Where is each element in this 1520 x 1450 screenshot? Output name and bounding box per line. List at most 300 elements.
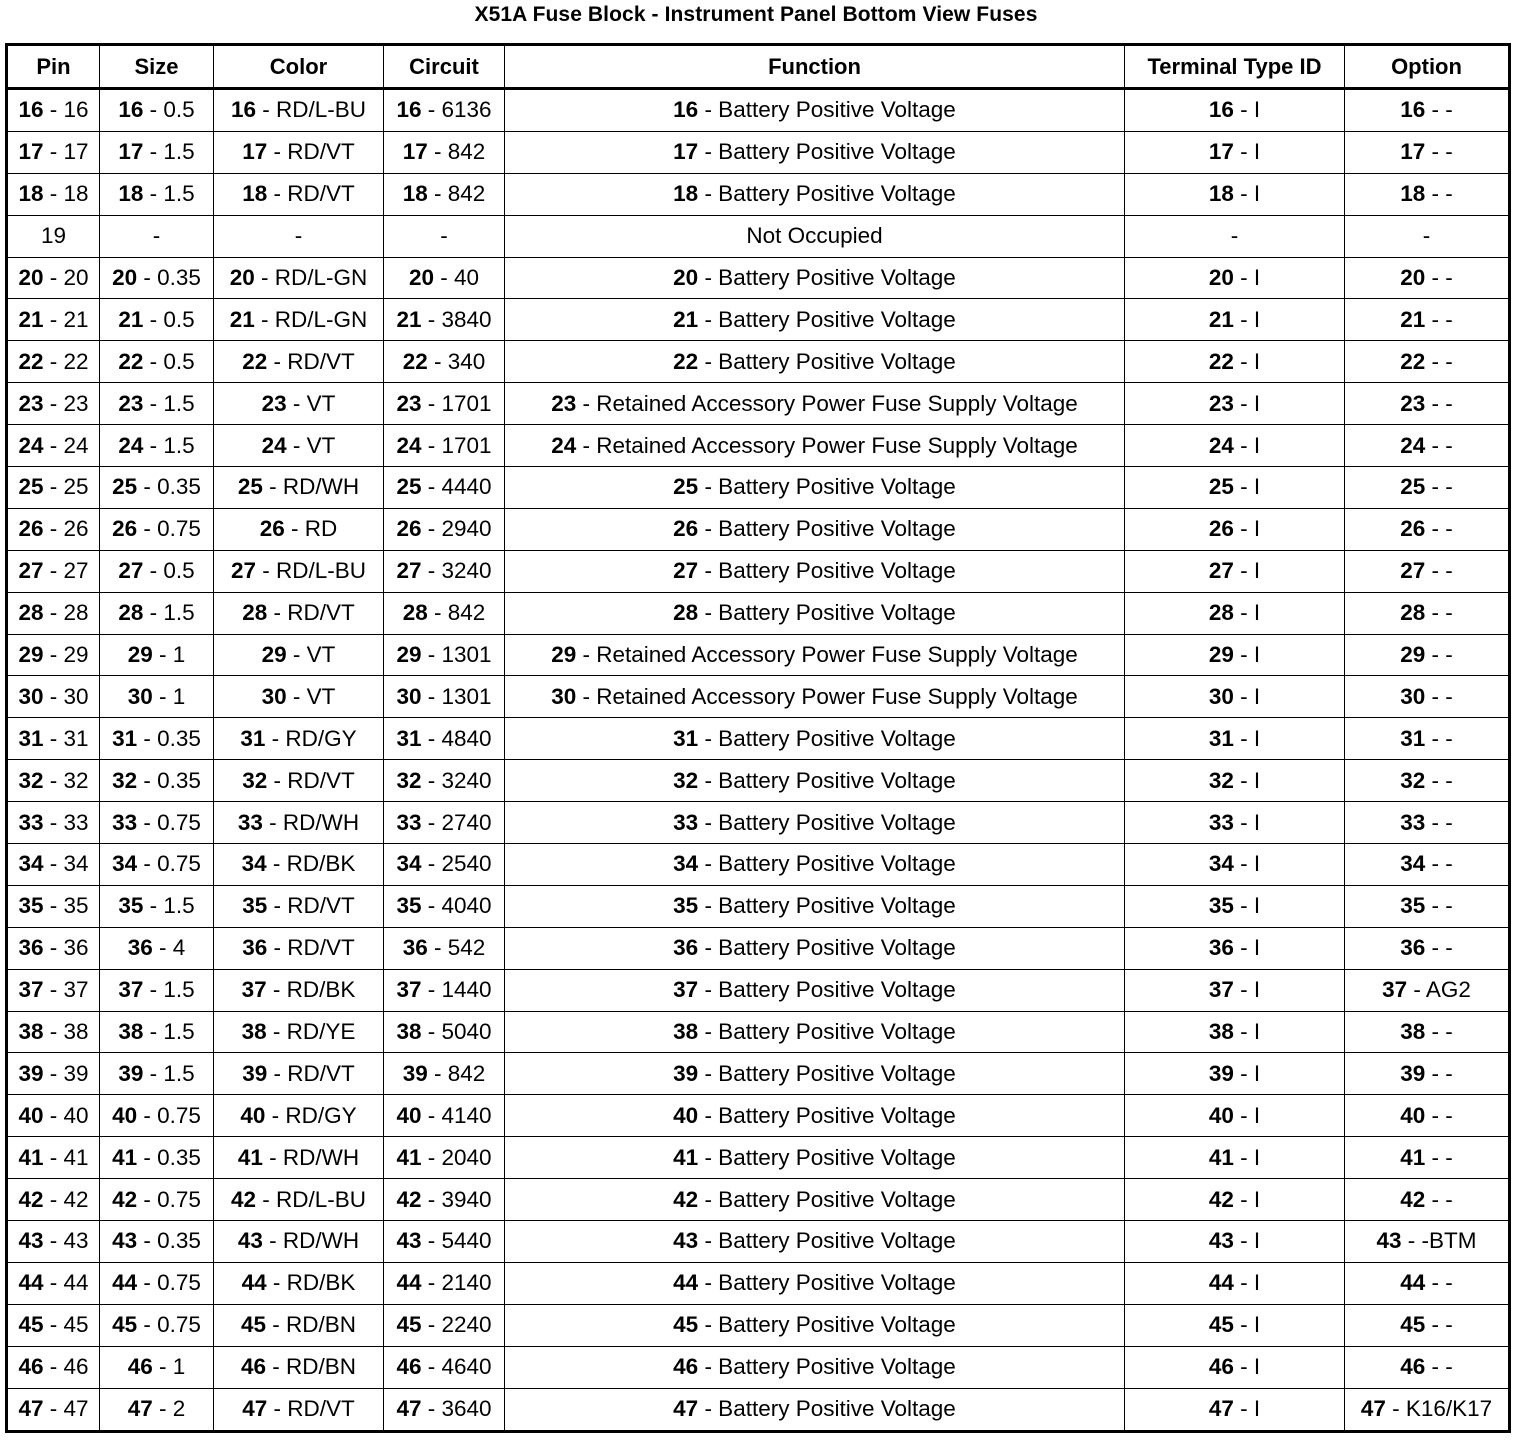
- cell-pin-prefix: 40: [240, 1102, 266, 1128]
- cell-circuit: [384, 131, 505, 173]
- cell-pin: [7, 1053, 100, 1095]
- cell-value: - 33: [43, 809, 89, 835]
- cell-pin-prefix: 23: [261, 390, 287, 416]
- cell-function: [505, 1304, 1125, 1346]
- cell-function: [505, 802, 1125, 844]
- cell-value: - 20: [43, 265, 89, 290]
- cell-value: - 0.35: [137, 474, 201, 500]
- cell-color: [214, 299, 384, 341]
- cell-color: [214, 1262, 384, 1304]
- cell-pin-prefix: 39: [673, 1060, 699, 1086]
- cell-value: - I: [1233, 893, 1261, 919]
- cell-function: [505, 1346, 1125, 1388]
- cell-value: - 0.75: [137, 809, 201, 835]
- cell-option: [1345, 257, 1510, 299]
- cell-value: - 40: [43, 1102, 89, 1128]
- table-row: [7, 341, 1510, 383]
- cell-value: - I: [1233, 181, 1261, 207]
- table-row: [7, 383, 1510, 425]
- cell-value: - RD/L-BU: [256, 558, 367, 584]
- cell-pin-prefix: 27: [1208, 558, 1234, 584]
- cell-value: - -: [1425, 1144, 1453, 1170]
- cell-pin-prefix: 35: [242, 893, 268, 919]
- cell-color: [214, 760, 384, 802]
- cell-pin-prefix: 47: [18, 1396, 44, 1422]
- cell-value: - 1.5: [143, 1019, 195, 1045]
- cell-value: - -: [1425, 642, 1453, 668]
- cell-value: - 18: [43, 181, 89, 207]
- cell-value: - Battery Positive Voltage: [698, 474, 956, 500]
- cell-pin-prefix: 45: [673, 1312, 699, 1338]
- cell-pin: [7, 844, 100, 886]
- cell-value: - 47: [43, 1396, 89, 1422]
- cell-pin-prefix: 17: [1208, 139, 1234, 165]
- cell-pin-prefix: 17: [402, 139, 428, 165]
- cell-value: - 16: [43, 97, 89, 123]
- cell-value: - 27: [43, 558, 89, 584]
- table-row: [7, 844, 1510, 886]
- cell-pin-prefix: 29: [18, 642, 44, 668]
- cell-color: [214, 257, 384, 299]
- cell-pin-prefix: 24: [118, 432, 144, 458]
- cell-function: [505, 718, 1125, 760]
- cell-pin-prefix: 24: [18, 432, 44, 458]
- cell-value: - 34: [43, 851, 89, 877]
- cell-pin-prefix: 21: [673, 306, 699, 332]
- cell-pin-prefix: 44: [112, 1270, 138, 1296]
- cell-terminal-type-id: [1125, 383, 1345, 425]
- cell-option: [1345, 844, 1510, 886]
- cell-color: [214, 173, 384, 215]
- cell-pin-prefix: 38: [1400, 1019, 1426, 1045]
- cell-value: - Battery Positive Voltage: [698, 516, 956, 542]
- cell-value: - -: [1425, 1354, 1453, 1380]
- cell-pin-prefix: 25: [1400, 474, 1426, 500]
- cell-pin: [7, 425, 100, 467]
- cell-option: [1345, 1011, 1510, 1053]
- cell-color: [214, 1053, 384, 1095]
- cell-value: - 25: [43, 474, 89, 500]
- table-row: [7, 257, 1510, 299]
- cell-value: - I: [1233, 390, 1261, 416]
- cell-value: - I: [1233, 1228, 1261, 1254]
- cell-pin-prefix: 27: [673, 558, 699, 584]
- cell-value: - 3240: [421, 767, 492, 793]
- cell-pin-prefix: 33: [112, 809, 138, 835]
- cell-pin: [7, 508, 100, 550]
- cell-pin-prefix: 21: [229, 306, 255, 332]
- cell-pin-prefix: 39: [1208, 1060, 1234, 1086]
- cell-pin: [7, 1011, 100, 1053]
- cell-pin-prefix: 38: [673, 1019, 699, 1045]
- cell-pin-prefix: 43: [112, 1228, 138, 1254]
- cell-value: - I: [1233, 683, 1261, 709]
- cell-pin: [7, 131, 100, 173]
- cell-pin-prefix: 27: [118, 558, 144, 584]
- cell-pin-prefix: 21: [396, 306, 422, 332]
- cell-value: - 0.75: [137, 1102, 201, 1128]
- cell-circuit: [384, 844, 505, 886]
- cell-pin-prefix: 47: [1208, 1396, 1234, 1422]
- cell-value: - Battery Positive Voltage: [698, 1186, 956, 1212]
- cell-value: - 0.35: [137, 767, 201, 793]
- cell-value: - 1.5: [143, 390, 195, 416]
- cell-value: - -: [1425, 851, 1453, 877]
- cell-function: [505, 927, 1125, 969]
- cell-value: - Battery Positive Voltage: [698, 1312, 956, 1338]
- cell-value: - 40: [434, 265, 480, 290]
- cell-value: - Battery Positive Voltage: [698, 767, 956, 793]
- cell-option: [1345, 802, 1510, 844]
- cell-value: - -: [1425, 1102, 1453, 1128]
- cell-size: [100, 173, 214, 215]
- cell-pin-prefix: 25: [18, 474, 44, 500]
- cell-terminal-type-id: [1125, 1137, 1345, 1179]
- cell-pin-prefix: 41: [673, 1144, 699, 1170]
- cell-value: - Battery Positive Voltage: [698, 1102, 956, 1128]
- cell-function: [505, 1388, 1125, 1431]
- cell-value: - RD/WH: [262, 1144, 360, 1170]
- cell-pin-prefix: 28: [402, 600, 428, 626]
- cell-value: - I: [1233, 558, 1261, 584]
- cell-value: - 1.5: [143, 139, 195, 165]
- cell-size: [100, 1304, 214, 1346]
- cell-value: - 2740: [421, 809, 492, 835]
- cell-function: [505, 1095, 1125, 1137]
- cell-pin-prefix: 16: [230, 97, 256, 123]
- cell-pin-prefix: 37: [118, 977, 144, 1003]
- cell-terminal-type-id: [1125, 215, 1345, 257]
- cell-value: - 1301: [421, 683, 492, 709]
- cell-pin-prefix: 47: [673, 1396, 699, 1422]
- cell-pin-prefix: 36: [242, 935, 268, 961]
- cell-option: [1345, 1388, 1510, 1431]
- table-row: [7, 802, 1510, 844]
- cell-pin-prefix: 23: [118, 390, 144, 416]
- cell-value: - Battery Positive Voltage: [698, 558, 956, 584]
- cell-pin-prefix: 31: [18, 725, 44, 751]
- cell-pin-prefix: 41: [1400, 1144, 1426, 1170]
- cell-pin-prefix: 41: [237, 1144, 263, 1170]
- cell-size: [100, 341, 214, 383]
- cell-pin: [7, 1221, 100, 1263]
- cell-color: [214, 634, 384, 676]
- table-row: [7, 634, 1510, 676]
- cell-pin-prefix: 20: [112, 265, 138, 290]
- cell-pin-prefix: 31: [1208, 725, 1234, 751]
- cell-pin: [7, 718, 100, 760]
- cell-size: [100, 215, 214, 257]
- cell-value: - 3940: [421, 1186, 492, 1212]
- cell-function: [505, 215, 1125, 257]
- cell-color: [214, 1095, 384, 1137]
- table-row: [7, 173, 1510, 215]
- cell-value: 19: [40, 223, 67, 249]
- cell-size: [100, 131, 214, 173]
- cell-value: - 0.5: [143, 97, 195, 123]
- cell-size: [100, 802, 214, 844]
- cell-circuit: [384, 634, 505, 676]
- cell-option: [1345, 718, 1510, 760]
- cell-option: [1345, 1095, 1510, 1137]
- cell-value: - 2540: [421, 851, 492, 877]
- cell-color: [214, 131, 384, 173]
- cell-pin-prefix: 37: [241, 977, 267, 1003]
- table-row: [7, 467, 1510, 509]
- cell-value: - RD/GY: [265, 1102, 357, 1128]
- cell-terminal-type-id: [1125, 1304, 1345, 1346]
- cell-pin: [7, 927, 100, 969]
- cell-pin-prefix: 32: [18, 767, 44, 793]
- cell-terminal-type-id: [1125, 425, 1345, 467]
- cell-pin-prefix: 23: [18, 390, 44, 416]
- cell-pin-prefix: 29: [1400, 642, 1426, 668]
- cell-pin-prefix: 32: [673, 767, 699, 793]
- cell-value: - RD/GY: [265, 725, 357, 751]
- cell-value: - -: [1425, 1060, 1453, 1086]
- cell-value: - RD/VT: [267, 1396, 355, 1422]
- cell-pin-prefix: 36: [127, 935, 153, 961]
- cell-pin-prefix: 16: [118, 97, 144, 123]
- cell-pin-prefix: 37: [396, 977, 422, 1003]
- cell-function: [505, 1137, 1125, 1179]
- cell-color: [214, 885, 384, 927]
- cell-value: - I: [1233, 432, 1261, 458]
- cell-value: - I: [1233, 1396, 1261, 1422]
- cell-function: [505, 550, 1125, 592]
- cell-pin-prefix: 17: [673, 139, 699, 165]
- cell-value: -: [1230, 223, 1239, 249]
- cell-value: - -: [1425, 306, 1453, 332]
- cell-value: - 3640: [421, 1396, 492, 1422]
- cell-pin-prefix: 21: [1208, 306, 1234, 332]
- cell-value: - 1.5: [143, 893, 195, 919]
- cell-value: - 17: [43, 139, 89, 165]
- cell-circuit: [384, 1346, 505, 1388]
- column-header-pin: Pin: [7, 45, 100, 89]
- cell-option: [1345, 299, 1510, 341]
- cell-value: - I: [1233, 348, 1261, 374]
- cell-value: - 28: [43, 600, 89, 626]
- cell-option: [1345, 1053, 1510, 1095]
- cell-color: [214, 550, 384, 592]
- cell-value: - Battery Positive Voltage: [698, 1270, 956, 1296]
- cell-pin-prefix: 34: [1400, 851, 1426, 877]
- table-row: [7, 1346, 1510, 1388]
- cell-function: [505, 508, 1125, 550]
- cell-size: [100, 89, 214, 132]
- cell-value: - 0.75: [137, 516, 201, 542]
- cell-pin-prefix: 16: [1208, 97, 1234, 123]
- cell-color: [214, 1011, 384, 1053]
- cell-pin-prefix: 18: [1400, 181, 1426, 207]
- cell-size: [100, 257, 214, 299]
- cell-value: - 46: [43, 1354, 89, 1380]
- cell-value: - I: [1233, 725, 1261, 751]
- cell-value: - Battery Positive Voltage: [698, 97, 956, 123]
- cell-value: - Battery Positive Voltage: [698, 1228, 956, 1254]
- cell-function: [505, 969, 1125, 1011]
- cell-value: - RD/BK: [266, 977, 356, 1003]
- cell-value: - RD/VT: [267, 181, 355, 207]
- cell-value: - -: [1425, 600, 1453, 626]
- cell-pin-prefix: 20: [408, 265, 434, 290]
- cell-value: - Retained Accessory Power Fuse Supply Voltage: [576, 683, 1078, 709]
- cell-color: [214, 1137, 384, 1179]
- cell-pin-prefix: 27: [18, 558, 44, 584]
- cell-pin-prefix: 16: [18, 97, 44, 123]
- table-row: [7, 299, 1510, 341]
- cell-pin-prefix: 31: [1400, 725, 1426, 751]
- cell-value: - RD/L-GN: [254, 265, 368, 290]
- cell-value: - 0.75: [137, 851, 201, 877]
- cell-value: - 44: [43, 1270, 89, 1296]
- cell-terminal-type-id: [1125, 927, 1345, 969]
- cell-terminal-type-id: [1125, 718, 1345, 760]
- table-row: [7, 676, 1510, 718]
- cell-size: [100, 969, 214, 1011]
- cell-circuit: [384, 802, 505, 844]
- cell-pin: [7, 1304, 100, 1346]
- table-row: [7, 1011, 1510, 1053]
- cell-pin-prefix: 40: [396, 1102, 422, 1128]
- cell-size: [100, 1262, 214, 1304]
- cell-terminal-type-id: [1125, 1053, 1345, 1095]
- cell-option: [1345, 885, 1510, 927]
- cell-option: [1345, 425, 1510, 467]
- cell-pin: [7, 760, 100, 802]
- cell-pin-prefix: 32: [112, 767, 138, 793]
- cell-value: - 0.5: [143, 306, 195, 332]
- header-row: [7, 45, 1510, 89]
- cell-circuit: [384, 508, 505, 550]
- cell-terminal-type-id: [1125, 257, 1345, 299]
- cell-value: - 6136: [421, 97, 492, 123]
- cell-pin-prefix: 42: [396, 1186, 422, 1212]
- cell-function: [505, 467, 1125, 509]
- cell-circuit: [384, 1095, 505, 1137]
- cell-terminal-type-id: [1125, 1346, 1345, 1388]
- cell-circuit: [384, 257, 505, 299]
- cell-function: [505, 131, 1125, 173]
- cell-color: [214, 676, 384, 718]
- cell-value: - -: [1425, 97, 1453, 123]
- cell-pin-prefix: 34: [673, 851, 699, 877]
- cell-pin-prefix: 46: [1208, 1354, 1234, 1380]
- cell-value: -: [440, 223, 448, 249]
- cell-pin-prefix: 44: [18, 1270, 44, 1296]
- cell-terminal-type-id: [1125, 467, 1345, 509]
- cell-pin-prefix: 43: [396, 1228, 422, 1254]
- cell-value: - 43: [43, 1228, 89, 1254]
- cell-value: - 42: [43, 1186, 89, 1212]
- cell-pin-prefix: 30: [18, 683, 44, 709]
- cell-pin-prefix: 45: [18, 1312, 44, 1338]
- cell-pin: [7, 1388, 100, 1431]
- cell-pin-prefix: 30: [127, 683, 153, 709]
- cell-circuit: [384, 425, 505, 467]
- cell-size: [100, 467, 214, 509]
- cell-pin-prefix: 42: [1208, 1186, 1234, 1212]
- cell-value: - RD/L-BU: [256, 97, 367, 123]
- cell-value: - VT: [286, 390, 336, 416]
- cell-pin-prefix: 22: [402, 348, 428, 374]
- cell-option: [1345, 89, 1510, 132]
- cell-pin-prefix: 34: [18, 851, 44, 877]
- cell-pin-prefix: 32: [1400, 767, 1426, 793]
- cell-pin: [7, 1137, 100, 1179]
- table-row: [7, 718, 1510, 760]
- cell-value: - Battery Positive Voltage: [698, 893, 956, 919]
- cell-value: - RD/BN: [266, 1354, 357, 1380]
- cell-pin-prefix: 43: [18, 1228, 44, 1254]
- cell-pin: [7, 467, 100, 509]
- cell-value: - -: [1425, 683, 1453, 709]
- cell-pin: [7, 1346, 100, 1388]
- cell-pin: [7, 1179, 100, 1221]
- cell-pin-prefix: 28: [1400, 600, 1426, 626]
- cell-terminal-type-id: [1125, 131, 1345, 173]
- cell-pin-prefix: 47: [127, 1396, 153, 1422]
- cell-value: - 5040: [421, 1019, 492, 1045]
- cell-pin-prefix: 38: [396, 1019, 422, 1045]
- cell-value: - I: [1233, 1144, 1261, 1170]
- cell-pin-prefix: 35: [396, 893, 422, 919]
- cell-option: [1345, 383, 1510, 425]
- cell-pin: [7, 634, 100, 676]
- cell-pin-prefix: 23: [1208, 390, 1234, 416]
- cell-value: - 1: [152, 683, 186, 709]
- cell-pin-prefix: 44: [241, 1270, 267, 1296]
- cell-pin-prefix: 36: [402, 935, 428, 961]
- cell-pin-prefix: 27: [1400, 558, 1426, 584]
- cell-value: - RD/BN: [266, 1312, 357, 1338]
- cell-circuit: [384, 676, 505, 718]
- cell-value: - I: [1233, 474, 1261, 500]
- cell-pin-prefix: 42: [18, 1186, 44, 1212]
- cell-pin-prefix: 40: [18, 1102, 44, 1128]
- cell-value: - I: [1233, 1270, 1261, 1296]
- cell-value: - Battery Positive Voltage: [698, 1354, 956, 1380]
- cell-circuit: [384, 550, 505, 592]
- cell-pin-prefix: 43: [673, 1228, 699, 1254]
- cell-value: -: [1422, 223, 1431, 249]
- cell-pin-prefix: 22: [1208, 348, 1234, 374]
- cell-color: [214, 1346, 384, 1388]
- cell-pin: [7, 969, 100, 1011]
- cell-value: - I: [1233, 642, 1261, 668]
- cell-value: - I: [1233, 1186, 1261, 1212]
- cell-pin-prefix: 36: [18, 935, 44, 961]
- cell-pin-prefix: 29: [551, 642, 577, 668]
- cell-pin-prefix: 45: [1208, 1312, 1234, 1338]
- cell-pin-prefix: 29: [1208, 642, 1234, 668]
- cell-value: - -: [1425, 558, 1453, 584]
- cell-pin-prefix: 30: [1208, 683, 1234, 709]
- cell-pin-prefix: 34: [396, 851, 422, 877]
- cell-value: - 29: [43, 642, 89, 668]
- cell-value: - -: [1425, 809, 1453, 835]
- cell-pin: [7, 299, 100, 341]
- cell-value: - 340: [427, 348, 486, 374]
- cell-size: [100, 1095, 214, 1137]
- cell-pin-prefix: 38: [18, 1019, 44, 1045]
- cell-circuit: [384, 1262, 505, 1304]
- cell-pin-prefix: 43: [1208, 1228, 1234, 1254]
- cell-value: - I: [1233, 600, 1261, 626]
- cell-function: [505, 1262, 1125, 1304]
- cell-value: - RD/VT: [267, 348, 355, 374]
